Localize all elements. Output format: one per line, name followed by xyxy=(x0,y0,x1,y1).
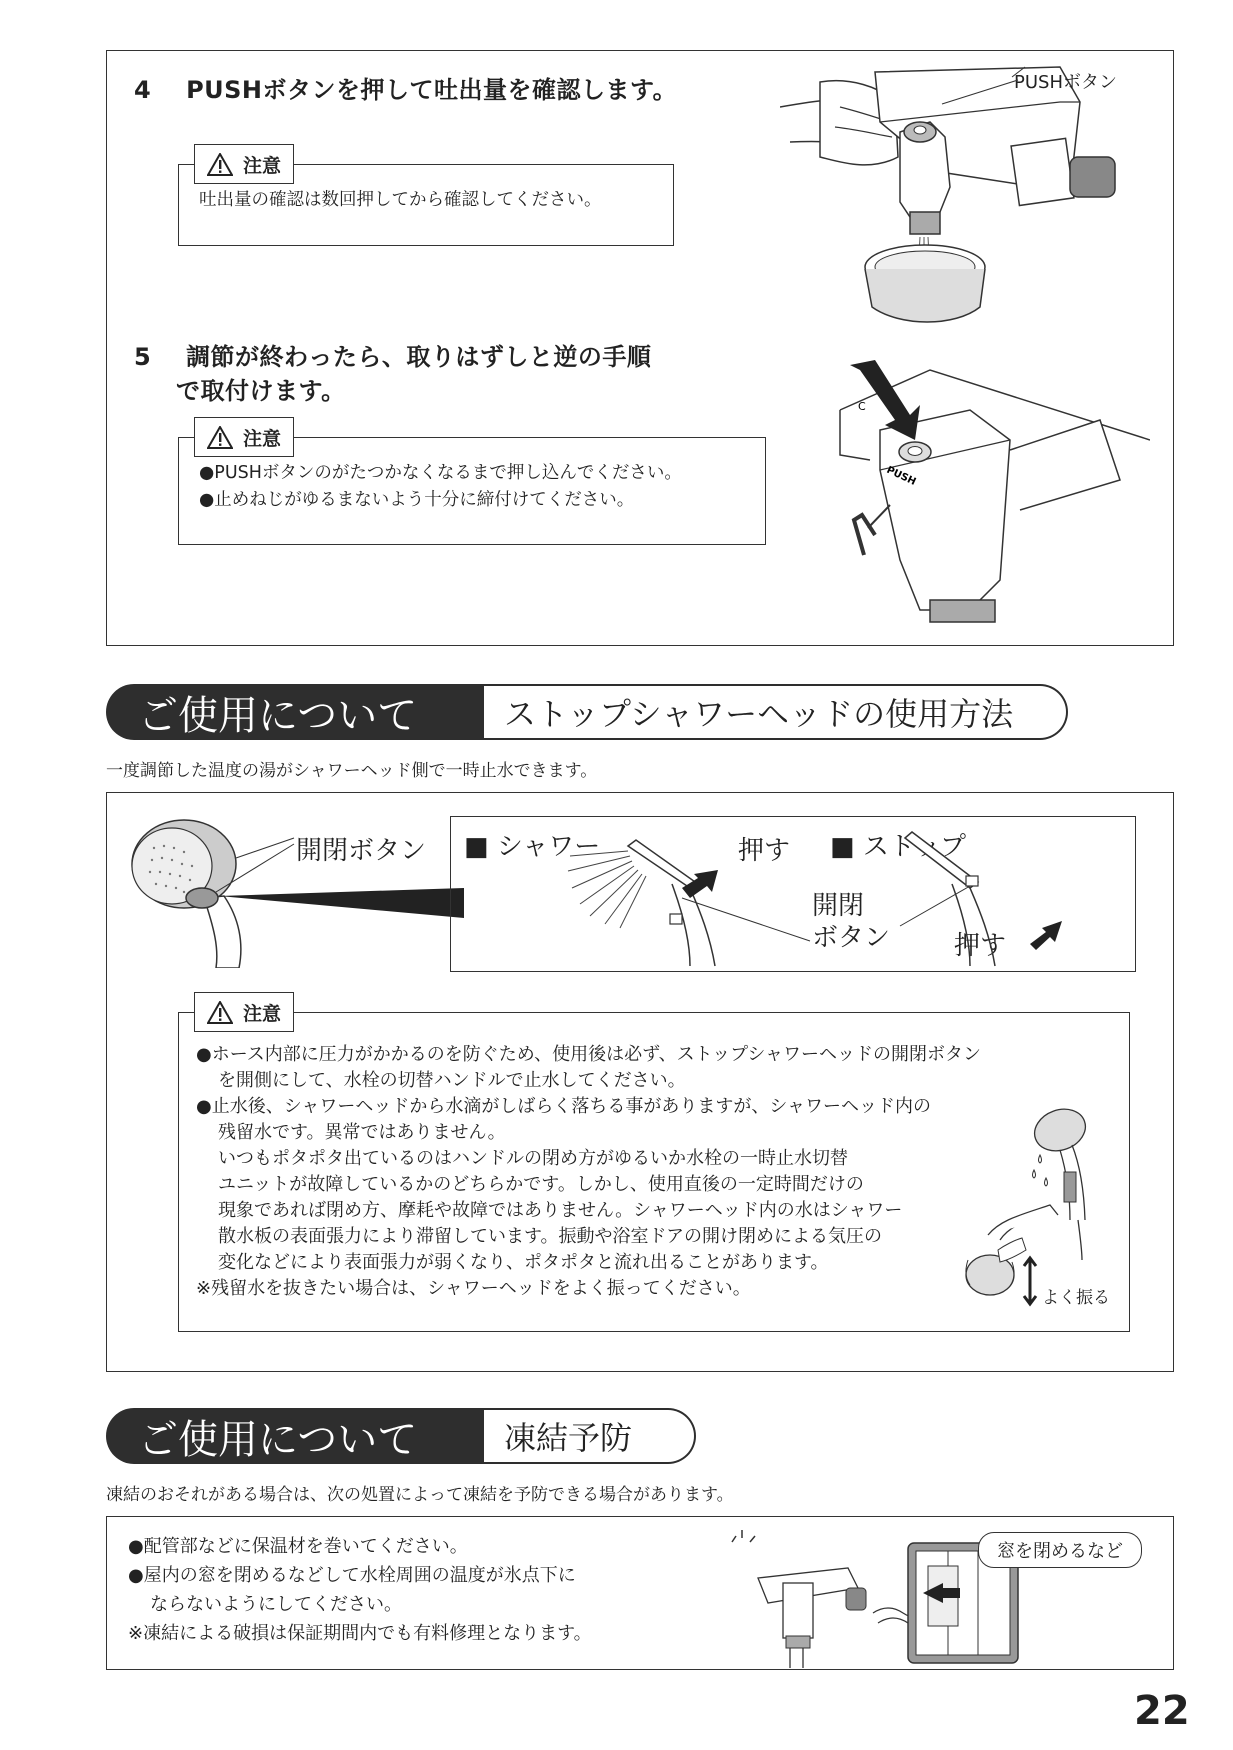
caution-line: いつもポタポタ出ているのはハンドルの閉め方がゆるいか水栓の一時止水切替 xyxy=(218,1148,848,1169)
section-intro: 凍結のおそれがある場合は、次の処置によって凍結を予防できる場合があります。 xyxy=(106,1485,734,1505)
caution-tag xyxy=(194,992,294,1032)
section-banner-freeze xyxy=(106,1408,696,1464)
step-text: PUSHボタンを押して吐出量を確認します。 xyxy=(186,76,678,104)
section-banner-shower xyxy=(106,684,1068,740)
open-close-button-label: 開閉ボタン xyxy=(296,836,427,866)
caution-line: 散水板の表面張力により滞留しています。振動や浴室ドアの開け閉めによる気圧の xyxy=(218,1226,883,1247)
shake-label: よく振る xyxy=(1042,1288,1110,1308)
push-button-label: PUSHボタン xyxy=(1014,72,1117,93)
caution-text-block xyxy=(196,1042,981,1302)
faucet-c-mark: C xyxy=(858,400,866,413)
caution-label: 注意 xyxy=(243,1002,282,1025)
freeze-text-block xyxy=(128,1532,592,1648)
freeze-line: ならないようにしてください。 xyxy=(150,1594,402,1615)
push-label: 押す xyxy=(954,931,1007,961)
freeze-line: ●屋内の窓を閉めるなどして水栓周囲の温度が氷点下に xyxy=(128,1565,576,1586)
window-label: 窓を閉めるなど xyxy=(978,1532,1142,1568)
section-intro: 一度調節した温度の湯がシャワーヘッド側で一時止水できます。 xyxy=(106,761,598,781)
stop-mode-label: ■ ストップ xyxy=(830,832,967,862)
caution-line: ユニットが故障しているかのどちらかです。しかし、使用直後の一定時間だけの xyxy=(218,1174,864,1195)
warning-icon xyxy=(207,426,233,449)
caution-tag xyxy=(194,144,294,184)
caution-label: 注意 xyxy=(243,427,282,450)
caution-line: 変化などにより表面張力が弱くなり、ポタポタと流れ出ることがあります。 xyxy=(218,1252,829,1273)
push-label: 押す xyxy=(738,836,791,866)
page-number: 22 xyxy=(1134,1688,1190,1734)
open-close-line2: ボタン xyxy=(812,923,891,953)
caution-text: 吐出量の確認は数回押してから確認してください。 xyxy=(199,190,602,210)
warning-icon xyxy=(207,1001,233,1024)
reinstall-illustration xyxy=(820,360,1150,635)
freeze-line: ※凍結による破損は保証期間内でも有料修理となります。 xyxy=(128,1623,592,1644)
push-label-leader xyxy=(940,78,1020,108)
caution-line: ※残留水を抜きたい場合は、シャワーヘッドをよく振ってください。 xyxy=(196,1278,751,1299)
banner-sub: 凍結予防 xyxy=(484,1408,696,1464)
step-text-line1: 調節が終わったら、取りはずしと逆の手順 xyxy=(186,343,652,371)
step-4-heading xyxy=(134,70,677,105)
caution-line: ●止水後、シャワーヘッドから水滴がしばらく落ちる事がありますが、シャワーヘッド内の xyxy=(196,1096,931,1117)
freeze-line: ●配管部などに保温材を巻いてください。 xyxy=(128,1536,468,1557)
caution-item: ●止めねじがゆるまないよう十分に締付けてください。 xyxy=(199,490,635,510)
warning-icon xyxy=(207,153,233,176)
step-text-line2: で取付けます。 xyxy=(176,377,346,405)
step-5-heading xyxy=(134,340,651,408)
shower-mode-label: ■ シャワー xyxy=(464,832,601,862)
caution-line: を開側にして、水栓の切替ハンドルで止水してください。 xyxy=(218,1070,686,1091)
caution-item: ●PUSHボタンのがたつかなくなるまで押し込んでください。 xyxy=(199,463,682,483)
banner-main: ご使用について xyxy=(106,1408,484,1464)
faucet-push-mark: PUSH xyxy=(884,464,918,488)
caution-tag xyxy=(194,417,294,457)
caution-label: 注意 xyxy=(243,154,282,177)
banner-sub: ストップシャワーヘッドの使用方法 xyxy=(484,684,1068,740)
shower-stop-drawings xyxy=(450,816,1136,972)
caution-line: 現象であれば閉め方、摩耗や故障ではありません。シャワーヘッド内の水はシャワー xyxy=(218,1200,903,1221)
caution-line: ●ホース内部に圧力がかかるのを防ぐため、使用後は必ず、ストップシャワーヘッドの開閉ボタン xyxy=(196,1044,982,1065)
open-close-line1: 開閉 xyxy=(812,891,865,921)
banner-main: ご使用について xyxy=(106,684,484,740)
caution-line: 残留水です。異常ではありません。 xyxy=(218,1122,506,1143)
step-number: 5 xyxy=(134,343,152,371)
step-number: 4 xyxy=(134,76,152,104)
